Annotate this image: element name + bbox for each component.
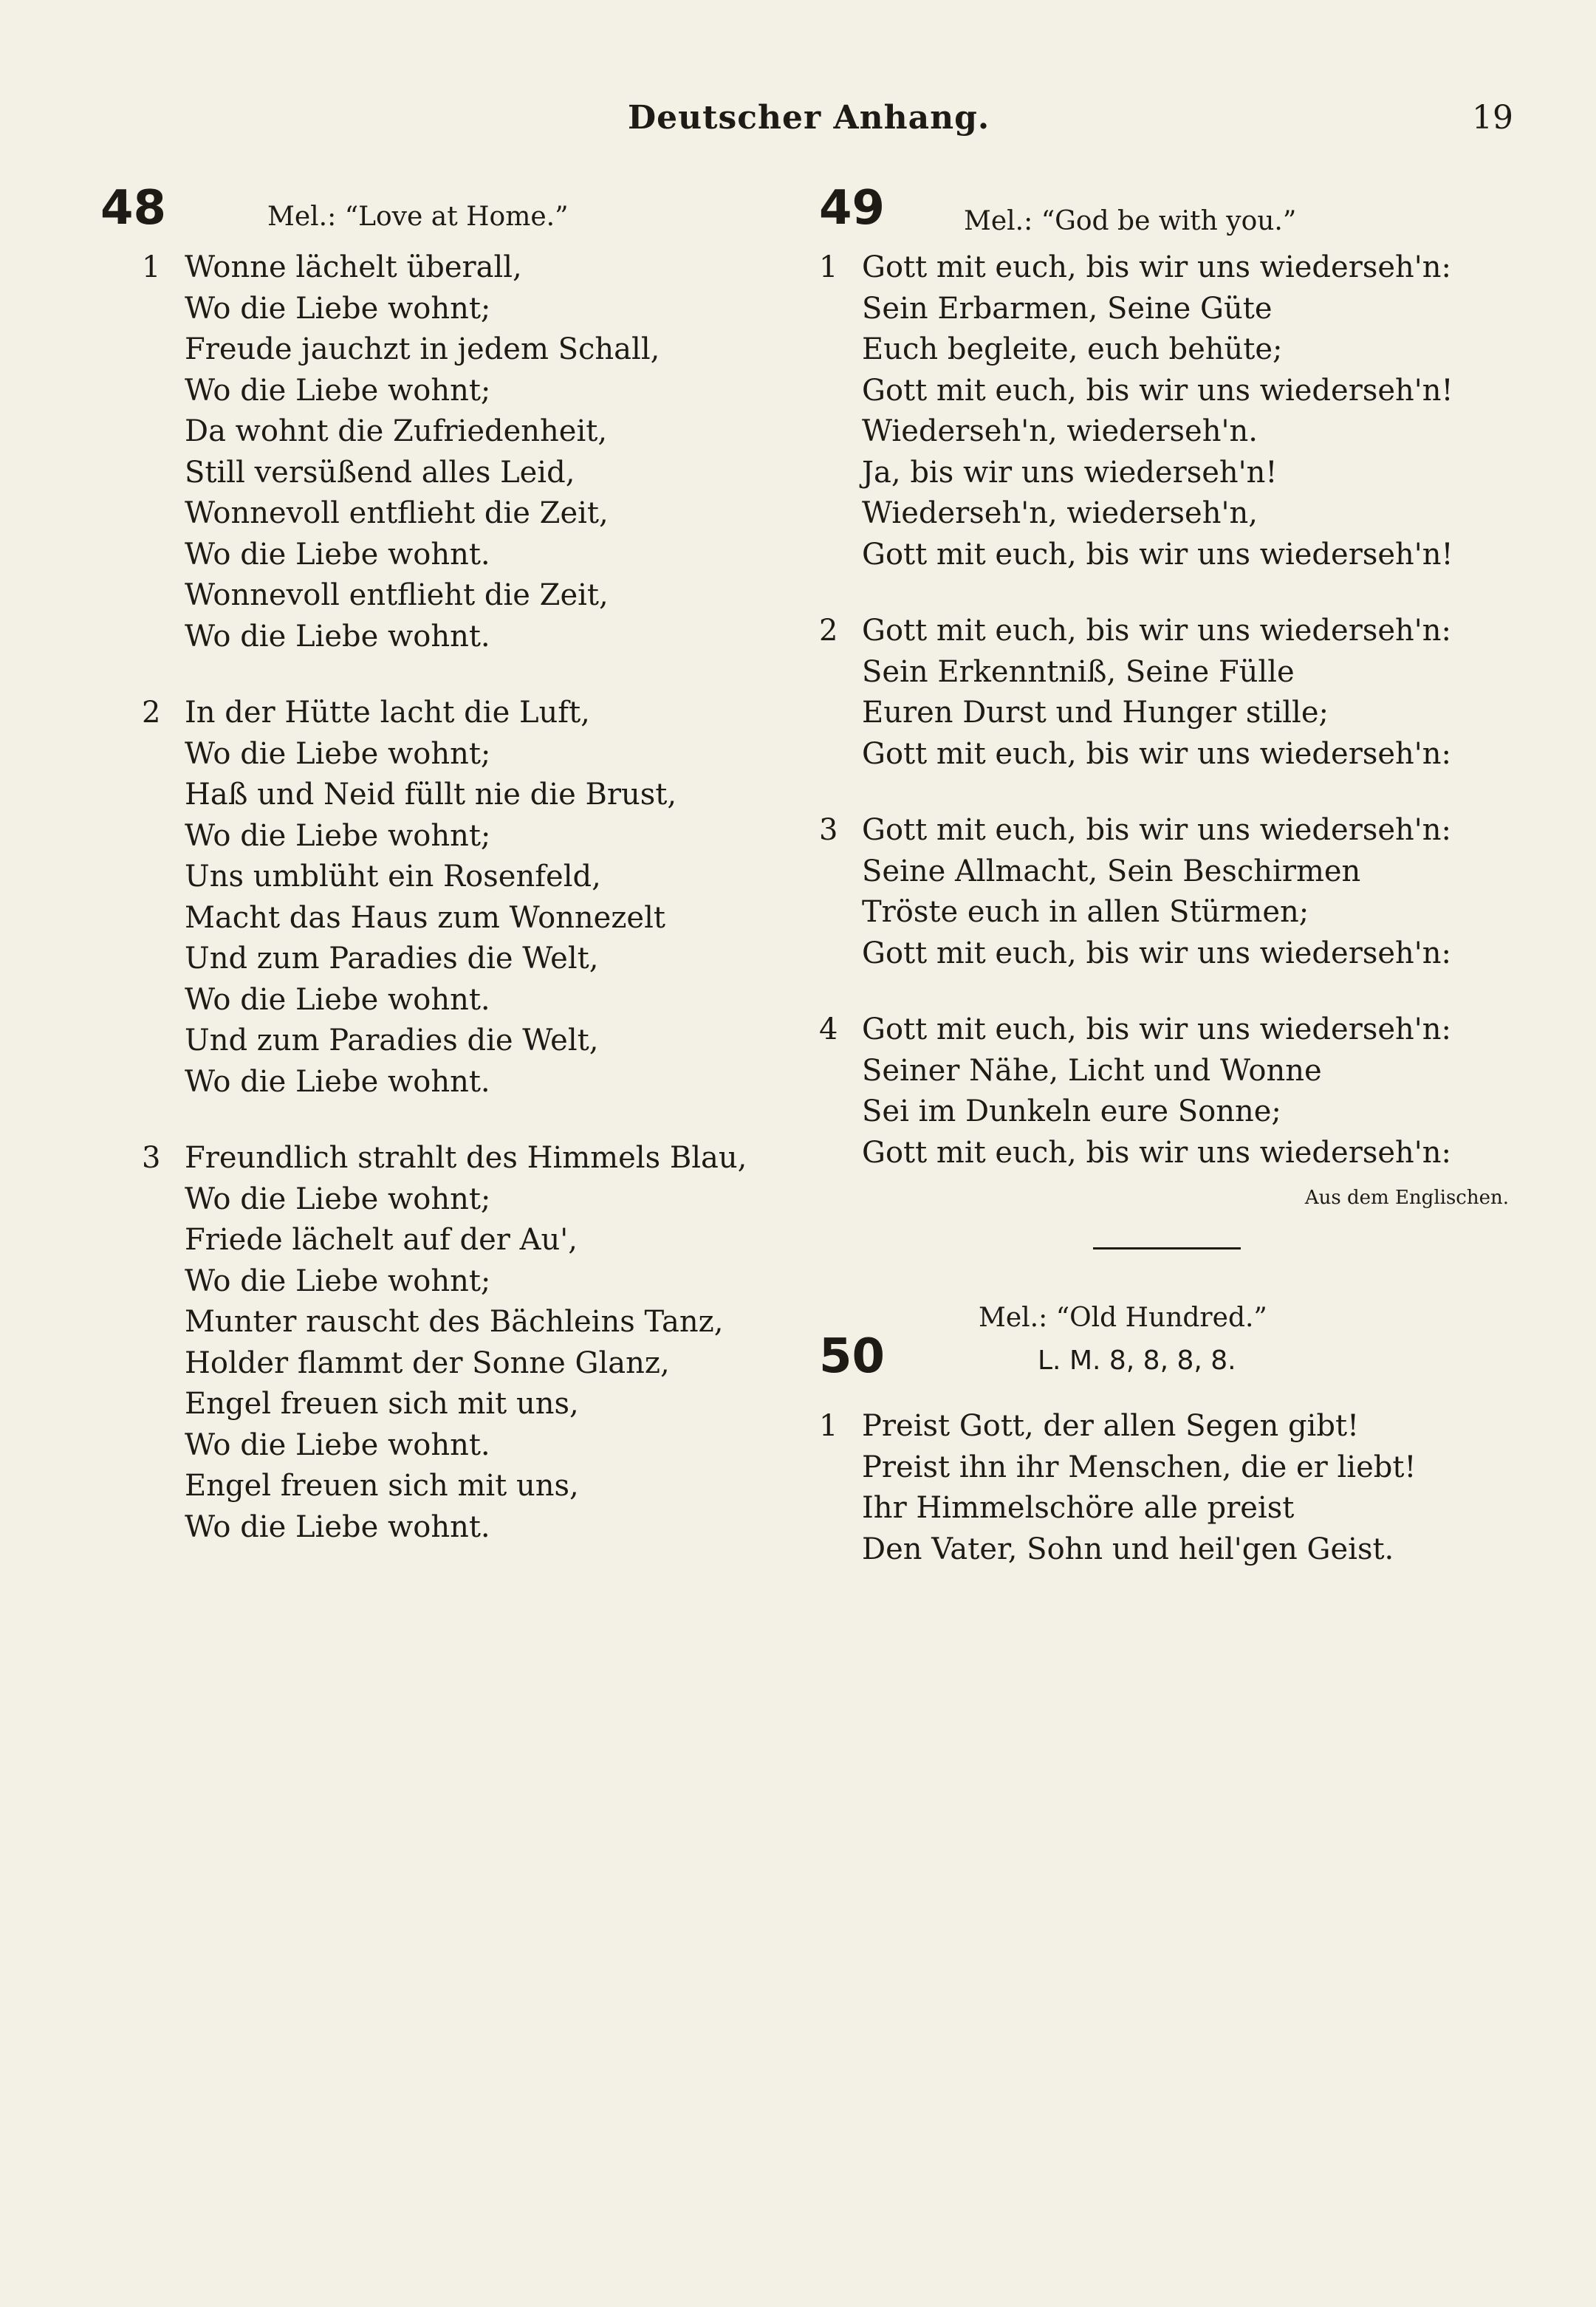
verse-line: Freundlich strahlt des Himmels Blau, [185,1141,747,1175]
section-divider [1093,1247,1241,1250]
verse-line: Wo die Liebe wohnt. [185,1427,490,1462]
page-number: 19 [1472,99,1513,137]
verse-line: Seine Allmacht, Sein Beschirmen [862,854,1361,888]
verse-line: Munter rauscht des Bächleins Tanz, [185,1305,724,1339]
verse-number: 1 [142,250,161,284]
verse-number: 3 [819,813,838,847]
source-note: Aus dem Englischen. [1304,1187,1509,1209]
verse-line: Wo die Liebe wohnt. [185,537,490,572]
verse-line: Euch begleite, euch behüte; [862,332,1283,366]
meter: L. M. 8, 8, 8, 8. [1038,1346,1236,1376]
verse-line: Den Vater, Sohn und heil'gen Geist. [862,1532,1394,1566]
verse-line: Wiederseh'n, wiederseh'n. [862,414,1258,448]
verse-line: Wiederseh'n, wiederseh'n, [862,496,1258,530]
verse-line: In der Hütte lacht die Luft, [185,696,590,730]
verse-line: Wo die Liebe wohnt. [185,619,490,654]
verse-line: Gott mit euch, bis wir uns wiederseh'n: [862,1012,1452,1046]
verse-line: Gott mit euch, bis wir uns wiederseh'n: [862,813,1452,847]
verse-line: Wo die Liebe wohnt. [185,1064,490,1099]
verse-line: Wo die Liebe wohnt; [185,291,491,326]
verse-line: Sein Erbarmen, Seine Güte [862,291,1273,326]
verse-line: Still versüßend alles Leid, [185,455,575,490]
verse-line: Wonnevoll entflieht die Zeit, [185,578,609,612]
verse-line: Seiner Nähe, Licht und Wonne [862,1053,1322,1088]
running-title: Deutscher Anhang. [628,99,990,137]
verse-line: Ihr Himmelschöre alle preist [862,1491,1295,1525]
verse-line: Wo die Liebe wohnt. [185,1509,490,1544]
hymn-50-verse-1 [816,1406,1525,1570]
verse-line: Ja, bis wir uns wiederseh'n! [862,455,1278,490]
verse-line: Holder flammt der Sonne Glanz, [185,1346,670,1380]
verse-line: Gott mit euch, bis wir uns wiederseh'n: [862,250,1452,284]
verse-line: Gott mit euch, bis wir uns wiederseh'n: [862,736,1452,771]
verse-line: Gott mit euch, bis wir uns wiederseh'n! [862,373,1453,408]
verse-number: 1 [819,1409,838,1443]
verse-line: Preist Gott, der allen Segen gibt! [862,1409,1360,1443]
hymn-48-verse-1 [96,247,805,657]
hymn-49-verse-2 [816,611,1525,775]
verse-line: Wo die Liebe wohnt. [185,982,490,1017]
verse-line: Da wohnt die Zufriedenheit, [185,414,608,448]
tune-name: Mel.: “Old Hundred.” [979,1303,1267,1333]
verse-line: Wo die Liebe wohnt; [185,736,491,771]
verse-line: Wonnevoll entflieht die Zeit, [185,496,609,530]
hymn-49-verse-4 [816,1009,1525,1173]
verse-number: 4 [819,1012,838,1046]
verse-line: Wonne lächelt überall, [185,250,522,284]
hymn-50-heading [816,1295,1525,1406]
hymn-number: 49 [819,181,886,236]
verse-line: Gott mit euch, bis wir uns wiederseh'n! [862,537,1453,572]
verse-line: Uns umblüht ein Rosenfeld, [185,860,601,894]
hymn-48-verse-2 [96,693,805,1103]
verse-line: Euren Durst und Hunger stille; [862,696,1329,730]
verse-line: Gott mit euch, bis wir uns wiederseh'n: [862,936,1452,970]
verse-line: Macht das Haus zum Wonnezelt [185,900,665,935]
verse-line: Wo die Liebe wohnt; [185,1182,491,1216]
verse-number: 1 [819,250,838,284]
hymn-49-verse-1 [816,247,1525,575]
hymn-48-heading [96,181,805,247]
hymn-49-verse-3 [816,810,1525,974]
verse-line: Und zum Paradies die Welt, [185,1024,599,1057]
verse-line: Sei im Dunkeln eure Sonne; [862,1094,1281,1128]
verse-line: Engel freuen sich mit uns, [185,1469,579,1503]
verse-line: Tröste euch in allen Stürmen; [862,895,1309,929]
verse-line: Freude jauchzt in jedem Schall, [185,332,660,366]
hymn-49-heading [816,181,1525,247]
verse-line: Gott mit euch, bis wir uns wiederseh'n: [862,1135,1452,1170]
right-column [816,181,1525,1605]
verse-line: Haß und Neid füllt nie die Brust, [185,778,677,812]
left-column [96,181,805,1583]
verse-number: 3 [142,1141,161,1175]
hymn-number: 50 [819,1329,886,1384]
verse-line: Wo die Liebe wohnt; [185,373,491,408]
verse-line: Sein Erkenntniß, Seine Fülle [862,654,1295,689]
verse-line: Preist ihn ihr Menschen, die er liebt! [862,1450,1417,1484]
hymn-48-verse-3 [96,1138,805,1548]
tune-name: Mel.: “Love at Home.” [267,202,569,232]
verse-line: Gott mit euch, bis wir uns wiederseh'n: [862,614,1452,648]
verse-line: Wo die Liebe wohnt; [185,1264,491,1298]
tune-name: Mel.: “God be with you.” [964,206,1297,236]
page-header [0,96,1596,140]
verse-number: 2 [819,614,838,648]
hymn-number: 48 [100,181,167,236]
verse-line: Friede lächelt auf der Au', [185,1223,578,1257]
verse-line: Engel freuen sich mit uns, [185,1387,579,1421]
verse-number: 2 [142,696,161,730]
verse-line: Und zum Paradies die Welt, [185,942,599,976]
verse-line: Wo die Liebe wohnt; [185,818,491,853]
